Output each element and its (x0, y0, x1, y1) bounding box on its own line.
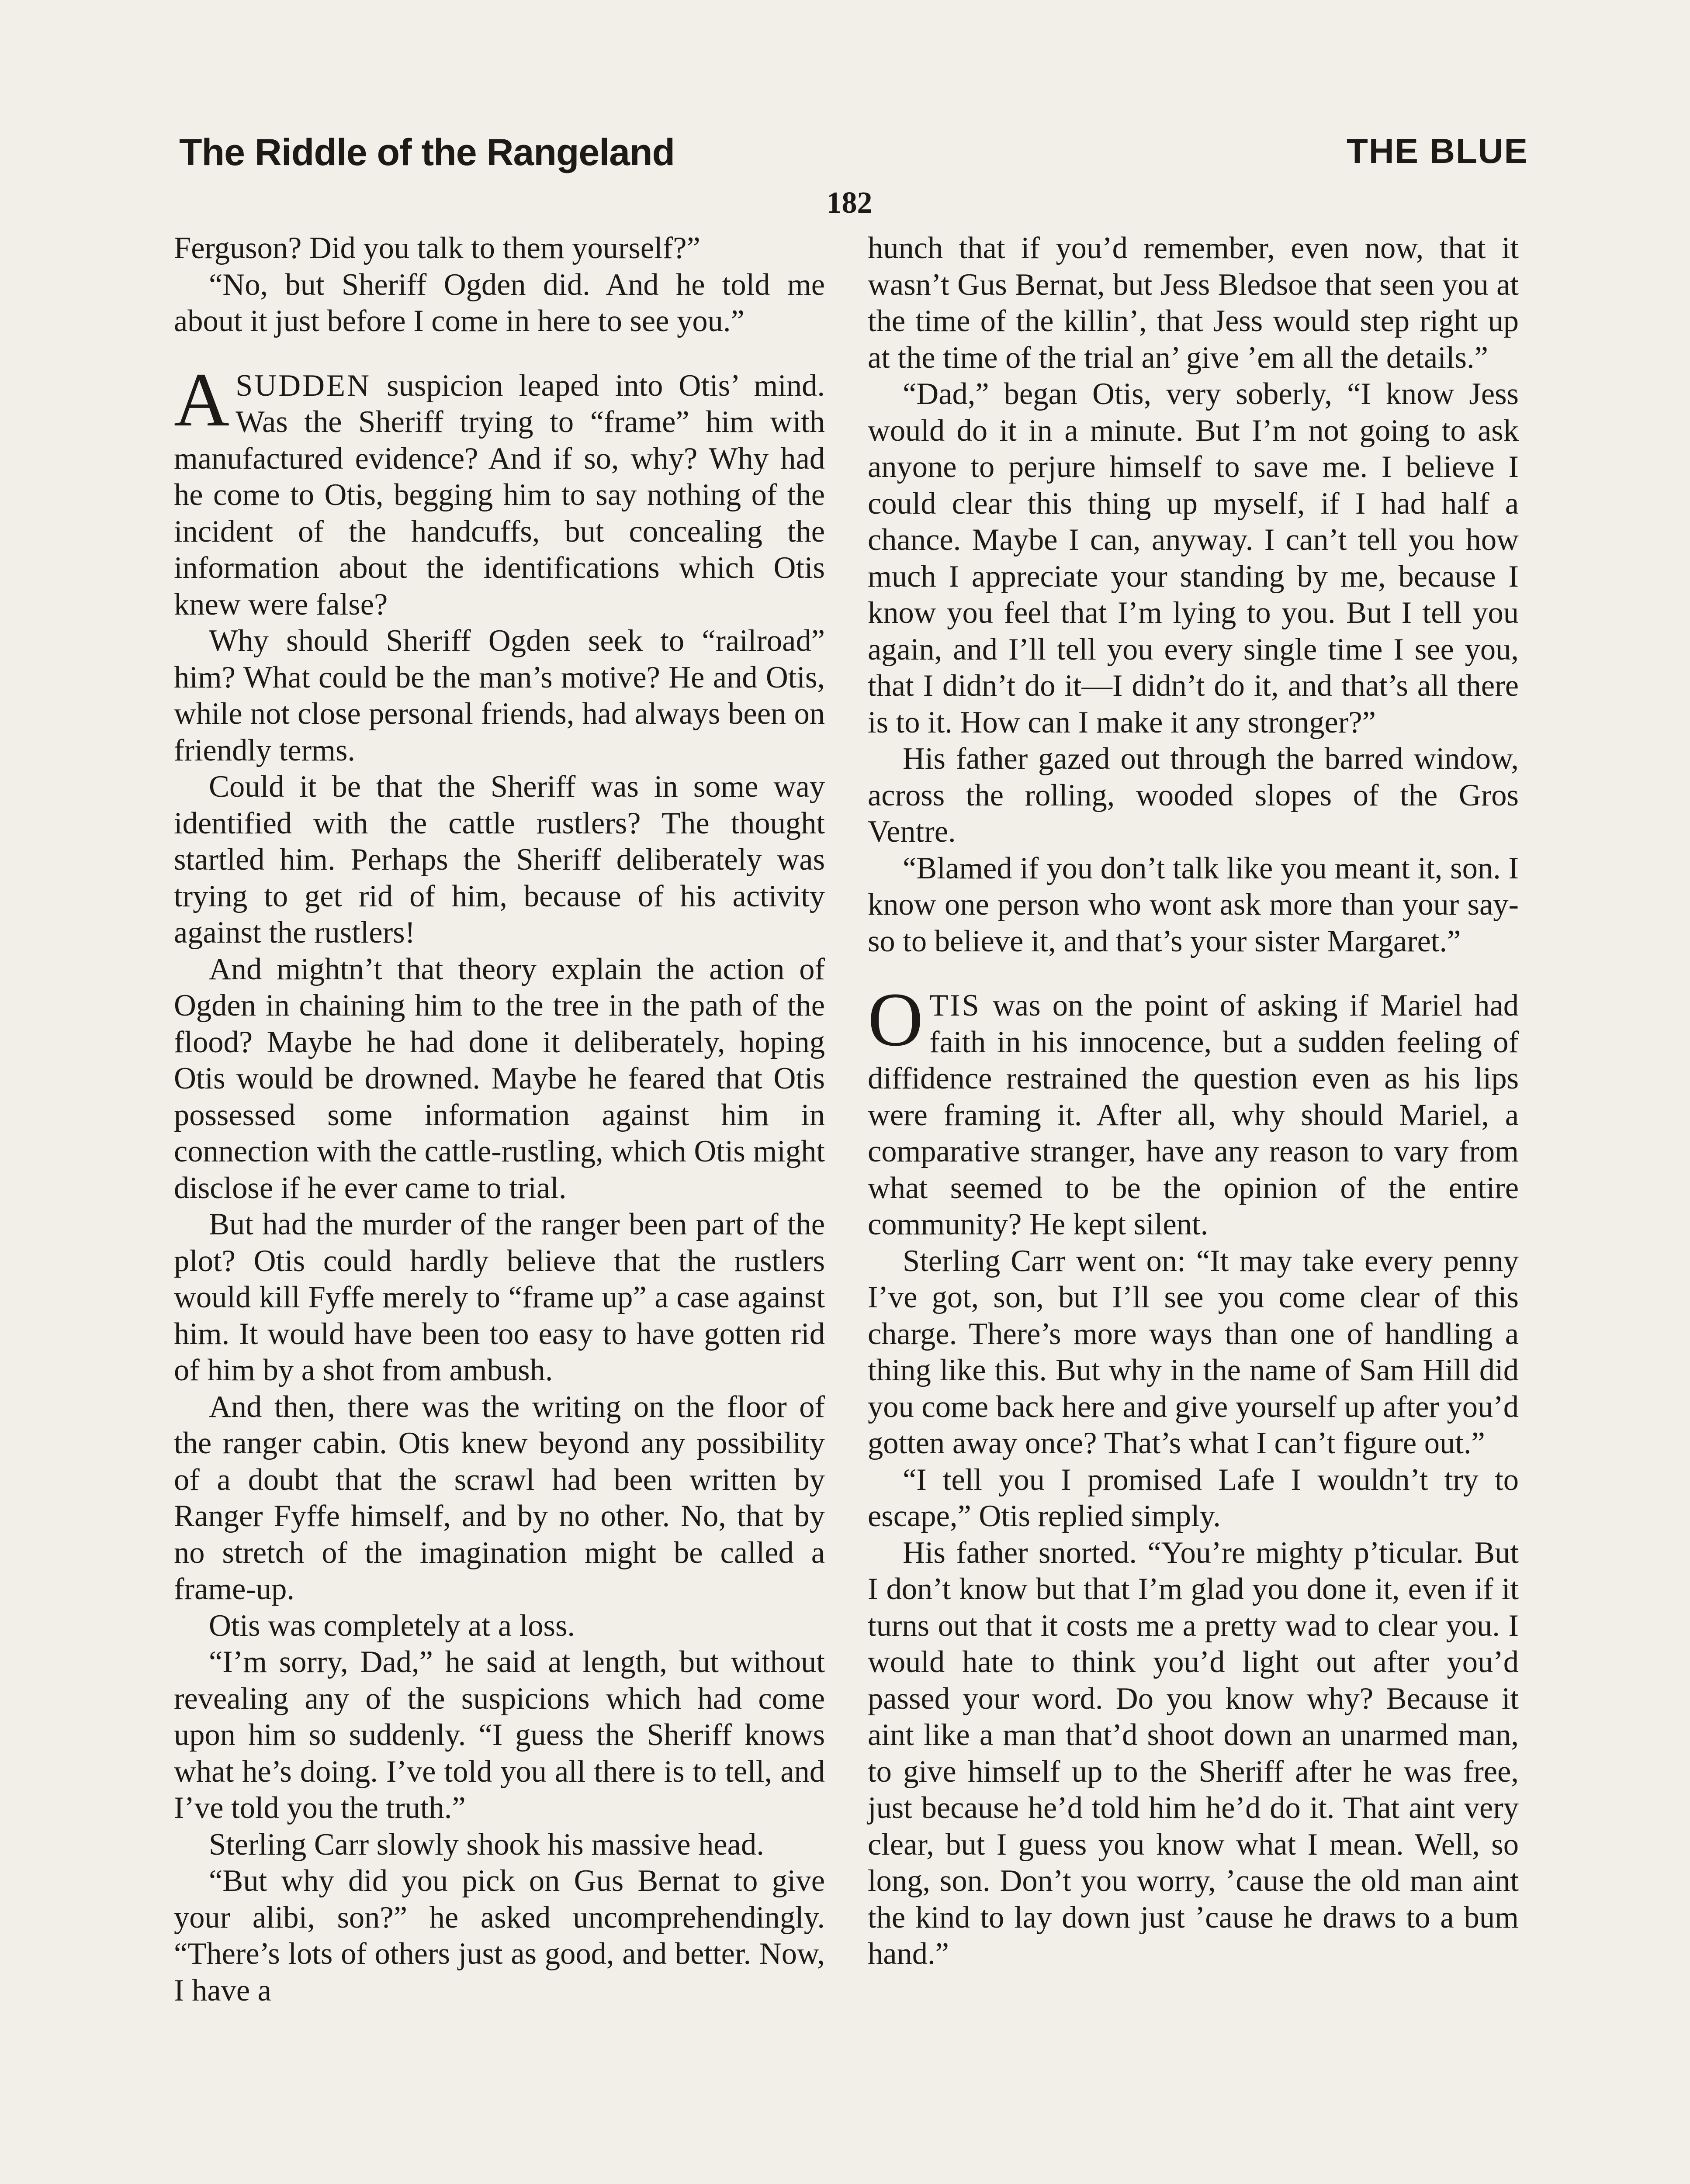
drop-cap: O (868, 977, 924, 1062)
paragraph: His father gazed out through the barred window, across the rolling, wooded slopes of the Gros Ventre. (868, 742, 1519, 849)
paragraph: “But why did you pick on Gus Bernat to give your alibi, son?” he asked uncomprehendingly. “There’s lots of others just as good, and better. Now, I have a (174, 1864, 825, 2008)
paragraph: Otis was completely at a loss. (209, 1608, 575, 1643)
paragraph: “Dad,” began Otis, very soberly, “I know Jess would do it in a minute. But I’m not going to ask anyone to perjure himself to save me. I believe I could clear this thing up myself, if I had half a chance. Maybe I can, anyway. I can’t tell you how much I appreciate your standing by me, because I know you feel that I’m lying to you. But I tell you again, and I’ll tell you every single time I see you, that I didn’t do it—I didn’t do it, and that’s all there is to it. How can I make it any stronger?” (868, 377, 1519, 740)
paragraph: And mightn’t that theory explain the action of Ogden in chaining him to the tree in the path of the flood? Maybe he had done it deliberately, hoping Otis would be drowned. Maybe he feared that Otis possessed some information against him in connection with the cattle-rustling, which Otis might disclose if he ever came to trial. (174, 952, 825, 1205)
paragraph: Sterling Carr went on: “It may take every penny I’ve got, son, but I’ll see you come clear of this charge. There’s more ways than one of handling a thing like this. But why in the name of Sam Hill did you come back here and give yourself up after you’d gotten away once? That’s what I can’t figure out.” (868, 1244, 1519, 1460)
paragraph: “No, but Sheriff Ogden did. And he told me about it just before I come in here to see you.” (174, 267, 825, 338)
section-opening-paragraph (174, 357, 825, 623)
paragraph: Sterling Carr slowly shook his massive head. (209, 1827, 764, 1862)
story-title: The Riddle of the Rangeland (179, 131, 675, 173)
paragraph: Could it be that the Sheriff was in some way identified with the cattle rustlers? The thought startled him. Perhaps the Sheriff deliberately was trying to get rid of him, because of his activity against the rustlers! (174, 770, 825, 950)
lead-in-caps: TIS (929, 988, 981, 1023)
paragraph: “I tell you I promised Lafe I wouldn’t try to escape,” Otis replied simply. (868, 1462, 1519, 1533)
magazine-name: THE BLUE (1347, 131, 1528, 170)
paragraph: Why should Sheriff Ogden seek to “railroad” him? What could be the man’s motive? He and Otis, while not close personal friends, had always been on friendly terms. (174, 624, 825, 767)
paragraph-text: was on the point of asking if Mariel had faith in his innocence, but a sudden feeling of diffidence restrained the question even as his lips were framing it. After all, why should Mariel, a comparative stranger, have any reason to vary from what seemed to be the opinion of the entire community? He kept silent. (868, 988, 1519, 1241)
paragraph: But had the murder of the ranger been part of the plot? Otis could hardly believe that the rustlers would kill Fyffe merely to “frame up” a case against him. It would have been too easy to have gotten rid of him by a shot from ambush. (174, 1207, 825, 1387)
paragraph: Ferguson? Did you talk to them yourself?” (174, 231, 700, 265)
paragraph: “I’m sorry, Dad,” he said at length, but without revealing any of the suspicions which had come upon him so suddenly. “I guess the Sheriff knows what he’s doing. I’ve told you all there is to tell, and I’ve told you the truth.” (174, 1645, 825, 1825)
paragraph: hunch that if you’d remember, even now, that it wasn’t Gus Bernat, but Jess Bledsoe that seen you at the time of the killin’, that Jess would step right up at the time of the trial an’ give ’em all the details.” (868, 231, 1519, 375)
right-column (868, 230, 1519, 1973)
paragraph-text: suspicion leaped into Otis’ mind. Was the Sheriff trying to “frame” him with manufactured evidence? And if so, why? Why had he come to Otis, begging him to say nothing of the incident of the handcuffs, but concealing the information about the identifications which Otis knew were false? (174, 368, 825, 622)
paragraph: And then, there was the writing on the floor of the ranger cabin. Otis knew beyond any possibility of a doubt that the scrawl had been written by Ranger Fyffe himself, and by no other. No, that by no stretch of the imagination might be called a frame-up. (174, 1389, 825, 1606)
left-column (174, 230, 825, 2009)
paragraph: His father snorted. “You’re mighty p’ticular. But I don’t know but that I’m glad you done it, even if it turns out that it costs me a pretty wad to clear you. I would hate to think you’d light out after you’d passed your word. Do you know why? Because it aint like a man that’d shoot down an unarmed man, to give himself up to the Sheriff after he was free, just because he’d told him he’d do it. That aint very clear, but I guess you know what I mean. Well, so long, son. Don’t you worry, ’cause the old man aint the kind to lay down just ’cause he draws to a bum hand.” (868, 1535, 1519, 1971)
page-number: 182 (826, 186, 873, 220)
drop-cap: A (174, 357, 230, 442)
section-opening-paragraph (868, 977, 1519, 1243)
paragraph: “Blamed if you don’t talk like you meant it, son. I know one person who wont ask more than your say-so to believe it, and that’s your sister Margaret.” (868, 851, 1519, 958)
lead-in-caps: SUDDEN (235, 368, 371, 403)
